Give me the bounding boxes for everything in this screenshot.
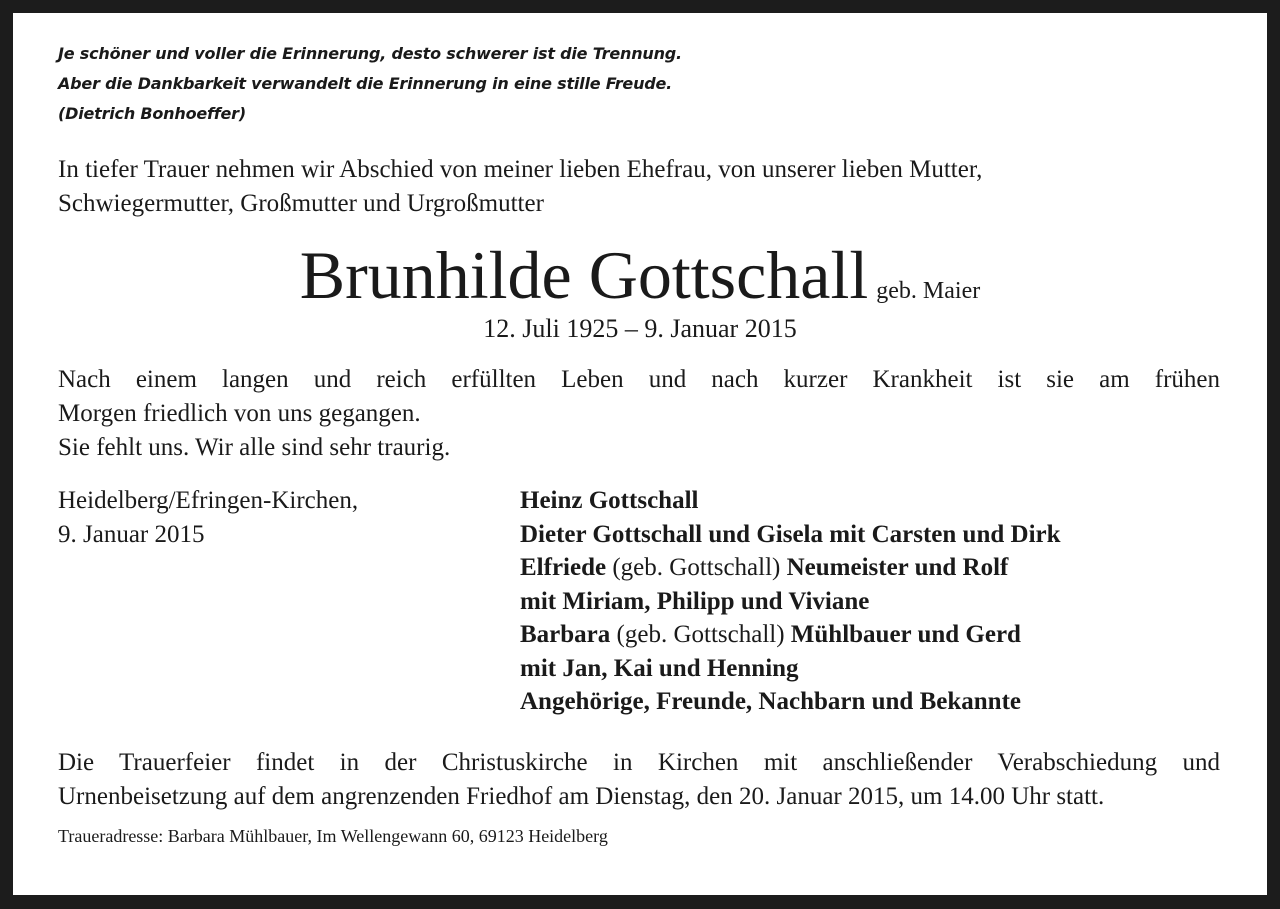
message-line-2: Morgen friedlich von uns gegangen. xyxy=(58,400,421,427)
mourner-name: Mühlbauer und Gerd xyxy=(790,621,1021,648)
mourner-row xyxy=(520,618,1061,652)
mourner-name: Elfriede xyxy=(520,554,607,581)
mourner-name: Dieter Gottschall und Gisela mit Carsten und Dirk xyxy=(520,520,1061,548)
mourning-address: Traueradresse: Barbara Mühlbauer, Im Wellengewann 60, 69123 Heidelberg xyxy=(58,826,608,846)
maiden-note: (geb. Gottschall) xyxy=(616,621,785,648)
quote-block xyxy=(58,39,682,129)
ceremony-line-1: Die Trauerfeier findet in der Christuskirche in Kirchen mit anschließender Verabschiedung und xyxy=(58,749,1220,776)
deceased-name: Brunhilde Gottschall xyxy=(299,237,869,313)
ceremony-paragraph xyxy=(58,746,1220,814)
mourner-row xyxy=(520,484,1061,518)
mourner-row xyxy=(520,652,1061,686)
mourner-row xyxy=(520,685,1061,719)
mourner-row xyxy=(520,518,1061,552)
mourner-row xyxy=(520,585,1061,619)
maiden-name: geb. Maier xyxy=(876,278,981,304)
mourner-name: mit Jan, Kai und Henning xyxy=(520,654,799,682)
message-paragraph xyxy=(58,363,1220,465)
mourner-name: Barbara xyxy=(520,621,611,648)
quote-line-2: Aber die Dankbarkeit verwandelt die Erinnerung in eine stille Freude. xyxy=(58,74,673,93)
quote-line-1: Je schöner und voller die Erinnerung, desto schwerer ist die Trennung. xyxy=(58,44,682,63)
maiden-note: (geb. Gottschall) xyxy=(612,554,781,581)
obituary-notice xyxy=(13,13,1267,895)
intro-line-1: In tiefer Trauer nehmen wir Abschied von meiner lieben Ehefrau, von unserer lieben Mutter, xyxy=(58,156,983,183)
mourner-name: Heinz Gottschall xyxy=(520,487,699,514)
intro-text xyxy=(58,153,982,221)
quote-author: (Dietrich Bonhoeffer) xyxy=(58,104,246,123)
place-date xyxy=(58,484,358,552)
mourner-name: Angehörige, Freunde, Nachbarn und Bekannte xyxy=(520,688,1021,715)
message-line-1: Nach einem langen und reich erfüllten Leben und nach kurzer Krankheit ist sie am frühen xyxy=(58,366,1220,393)
mourner-row xyxy=(520,551,1061,585)
mourner-name: mit Miriam, Philipp und Viviane xyxy=(520,587,870,615)
life-dates: 12. Juli 1925 – 9. Januar 2015 xyxy=(483,314,797,343)
mourner-name: Neumeister und Rolf xyxy=(786,554,1009,581)
ceremony-line-2: Urnenbeisetzung auf dem angrenzenden Friedhof am Dienstag, den 20. Januar 2015, um 14.00 Uhr statt. xyxy=(58,783,1105,810)
mourners-list xyxy=(520,484,1061,719)
notice-date: 9. Januar 2015 xyxy=(58,521,205,548)
message-line-3: Sie fehlt uns. Wir alle sind sehr traurig. xyxy=(58,434,451,461)
place: Heidelberg/Efringen-Kirchen, xyxy=(58,487,359,514)
intro-line-2: Schwiegermutter, Großmutter und Urgroßmutter xyxy=(58,190,544,217)
deceased-name-line xyxy=(13,235,1267,315)
